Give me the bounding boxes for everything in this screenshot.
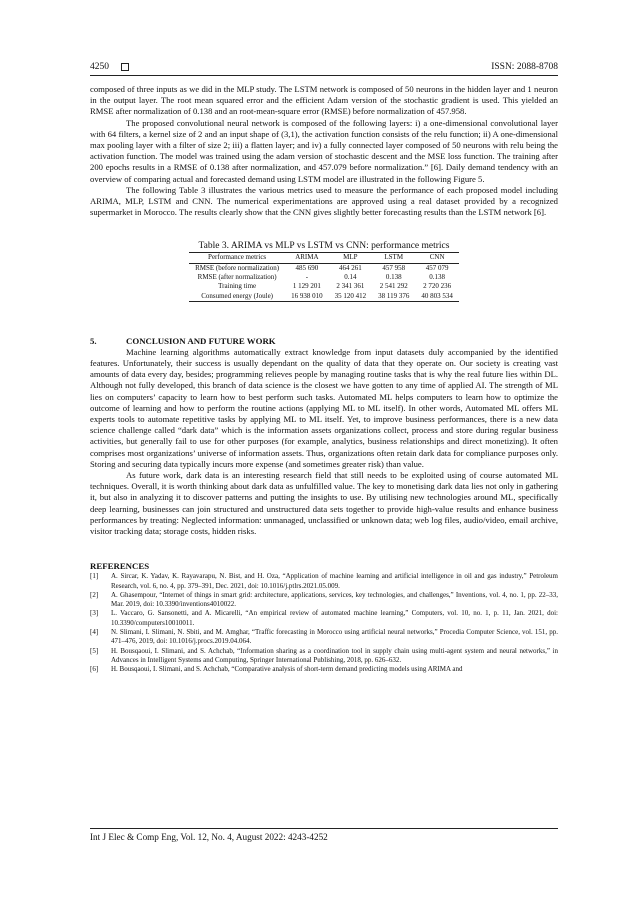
table-cell: 2 541 292: [379, 282, 408, 291]
table-caption: Table 3. ARIMA vs MLP vs LSTM vs CNN: performance metrics: [198, 241, 450, 252]
reference-item: [90, 665, 558, 674]
reference-text: L. Vaccaro, G. Sansonetti, and A. Micarelli, “An empirical review of automated machine learning,” Computers, vol. 10, no. 1, p. 11, Jan. 2021, doi: 10.3390/computers10010011.: [111, 609, 558, 627]
table-cell: RMSE (after normalization): [197, 273, 277, 282]
table-cell: 0.14: [344, 273, 357, 282]
table-cell: 457 079: [425, 263, 449, 272]
reference-number: [1]: [90, 572, 99, 581]
table-cell: -: [305, 273, 309, 282]
reference-item: [90, 609, 558, 628]
square-icon: [121, 63, 129, 71]
col-header: ARIMA: [285, 253, 329, 264]
table-cell: 40 803 534: [415, 292, 459, 302]
metrics-table: [189, 252, 459, 301]
table-header-row: [189, 253, 459, 264]
reference-text: A. Sircar, K. Yadav, K. Rayavarapu, N. Bist, and H. Oza, “Application of machine learning and artificial intelligence in oil and gas industry,” Petroleum Research, vol. 6, no. 4, pp. 379–391, Dec. 2021, doi: 10.1016/j.ptlrs.2021.05.009.: [111, 572, 558, 590]
paragraph-cnn: The proposed convolutional neural network is composed of the following layers: i) a one-dimensional convolutional layer with 64 filters, a kernel size of 2 and an input shape of (3,1), the activation function consists of the relu function; ii) A one-dimensional max pooling layer with a filter of size 2; iii) a flatten layer; and iv) a fully connected layer composed of 50 neurons with relu being the activation function. The model was trained using the adam version of stochastic descent and the MSE loss function. The training after 200 epochs results in a RMSE of 0.138 after normalization, and 457.079 before normalization.” [6]. Daily demand tendency with an overview of comparing actual and forecasted demand using LSTM model are illustrated in the following Figure 5.: [90, 117, 558, 184]
paragraph-future-work: As future work, dark data is an interesting research field that still needs to be exploited using of course automated ML techniques. Overall, it is worth thinking about dark data as unfulfilled value. The key to monetising dark data lies not only in gathering it, but also in analyzing it to discover patterns and putting the insights to use. By utilising new technologies around ML, specifically deep learning, businesses can join structured and unstructured data sets together to provide high-value results and enhance business performances by treating: Neglected information: unmanaged, unclassified or unknown data; web log files, audio/video, email archive, visitor tracking data; storage costs, hidden risks.: [90, 469, 558, 536]
col-header: MLP: [329, 253, 373, 264]
reference-text: N. Slimani, I. Slimani, N. Sbiti, and M. Amghar, “Traffic forecasting in Morocco using artificial neural networks,” Procedia Computer Science, vol. 151, pp. 471–476, 2019, doi: 10.1016/j.procs.2019.04.064.: [111, 627, 558, 646]
page-body: [90, 62, 558, 674]
reference-item: [90, 572, 558, 591]
col-header: LSTM: [372, 253, 415, 264]
reference-item: [90, 628, 558, 647]
page-number: 4250: [90, 62, 109, 72]
table-row: [189, 263, 459, 273]
running-header: [90, 62, 558, 76]
section-heading: [90, 336, 558, 346]
section-title: CONCLUSION AND FUTURE WORK: [126, 335, 276, 346]
table-cell: RMSE (before normalization): [195, 263, 280, 272]
table-row: [189, 292, 459, 302]
table-cell: 464 261: [338, 263, 362, 272]
col-header: Performance metrics: [189, 253, 285, 264]
references-heading: REFERENCES: [90, 561, 150, 572]
reference-item: [90, 647, 558, 666]
running-footer: Int J Elec & Comp Eng, Vol. 12, No. 4, August 2022: 4243-4252: [90, 828, 558, 842]
col-header: CNN: [415, 253, 459, 264]
table-cell: 457 958: [382, 263, 406, 272]
table-row: [189, 273, 459, 282]
issn: ISSN: 2088-8708: [491, 62, 558, 72]
reference-text: A. Ghasempour, “Internet of things in smart grid: architecture, applications, services, key technologies, and challenges,” Inventions, vol. 4, no. 1, pp. 22–33, Mar. 2019, doi: 10.3390/inventions4010022.: [111, 590, 558, 609]
table-3: [90, 241, 558, 301]
reference-number: [3]: [90, 609, 99, 618]
table-cell: 38 119 376: [372, 292, 415, 302]
paragraph-conclusion: Machine learning algorithms automatically extract knowledge from input datasets duly accompanied by the identified features. Unfortunately, their success is usually dependant on the quality of data that they operate on. Our society is creating vast amounts of data every day, besides; programming relieves people by managing routine tasks that is why the real future lies within DL. Although not fully developed, this branch of data science is the closest we have gotten to any time of applied AI. The strength of ML lies on computers’ capacity to learn how to best perform such tasks. Automated ML helps computers to learn how to optimize the outcome of learning and how to perform the routine actions (applying ML to ML itself). In other words, Automated ML offers ML experts tools to automate repetitive tasks by applying ML to ML itself. Yet, to improve business performances, there is a new data science challenge called “dark data” which is the information assets organizations collect, process and store during regular business activities, but generally fail to use for other purposes (for example, analytics, business relationships and direct monetizing). It often comprises most organizations’ universe of information assets. Thus, organizations often retain dark data for compliance purposes only. Storing and securing data typically incurs more expense (and sometimes greater risk) than value.: [90, 346, 558, 469]
reference-number: [5]: [90, 646, 99, 655]
reference-text: H. Bousqaoui, I. Slimani, and S. Achchab, “Comparative analysis of short-term demand predicting models using ARIMA and: [111, 665, 463, 674]
reference-list: [90, 572, 558, 674]
reference-item: [90, 591, 558, 610]
table-cell: 0.138: [385, 273, 402, 282]
section-number: 5.: [90, 335, 97, 346]
table-cell: 485 690: [295, 263, 319, 272]
table-cell: 0.138: [429, 273, 445, 282]
table-cell: 2 720 236: [423, 282, 452, 291]
reference-number: [4]: [90, 627, 99, 636]
paragraph-table-intro: The following Table 3 illustrates the various metrics used to measure the performance of each proposed model including ARIMA, MLP, LSTM and CNN. The numerical experimentations are approved using a real dataset provided by a recognized supermarket in Morocco. The results clearly show that the CNN gives slightly better forecasting results than the LSTM network [6].: [90, 184, 558, 218]
table-cell: Consumed energy (Joule): [189, 292, 285, 302]
table-cell: 1 129 201: [292, 282, 321, 291]
table-cell: 2 341 361: [336, 282, 365, 291]
table-cell: Training time: [218, 282, 257, 291]
reference-text: H. Bousqaoui, I. Slimani, and S. Achchab, “Information sharing as a coordination tool in supply chain using multi-agent system and neural networks,” in Advances in Intelligent Systems and Computing, Springer International Publishing, 2018, pp. 626–632.: [111, 646, 558, 664]
table-row: [189, 282, 459, 291]
paragraph-lstm: composed of three inputs as we did in the MLP study. The LSTM network is composed of 50 neurons in the hidden layer and 1 neuron in the output layer. The root mean squared error and the efficient Adam version of the stochastic gradient is used. This yielded an RMSE after normalization of 0.138 and an root-mean-square error (RMSE) before normalization of 457.958.: [90, 84, 558, 117]
reference-number: [2]: [90, 590, 99, 599]
reference-number: [6]: [90, 665, 99, 674]
table-cell: 16 938 010: [285, 292, 329, 302]
table-cell: 35 120 412: [329, 292, 373, 302]
